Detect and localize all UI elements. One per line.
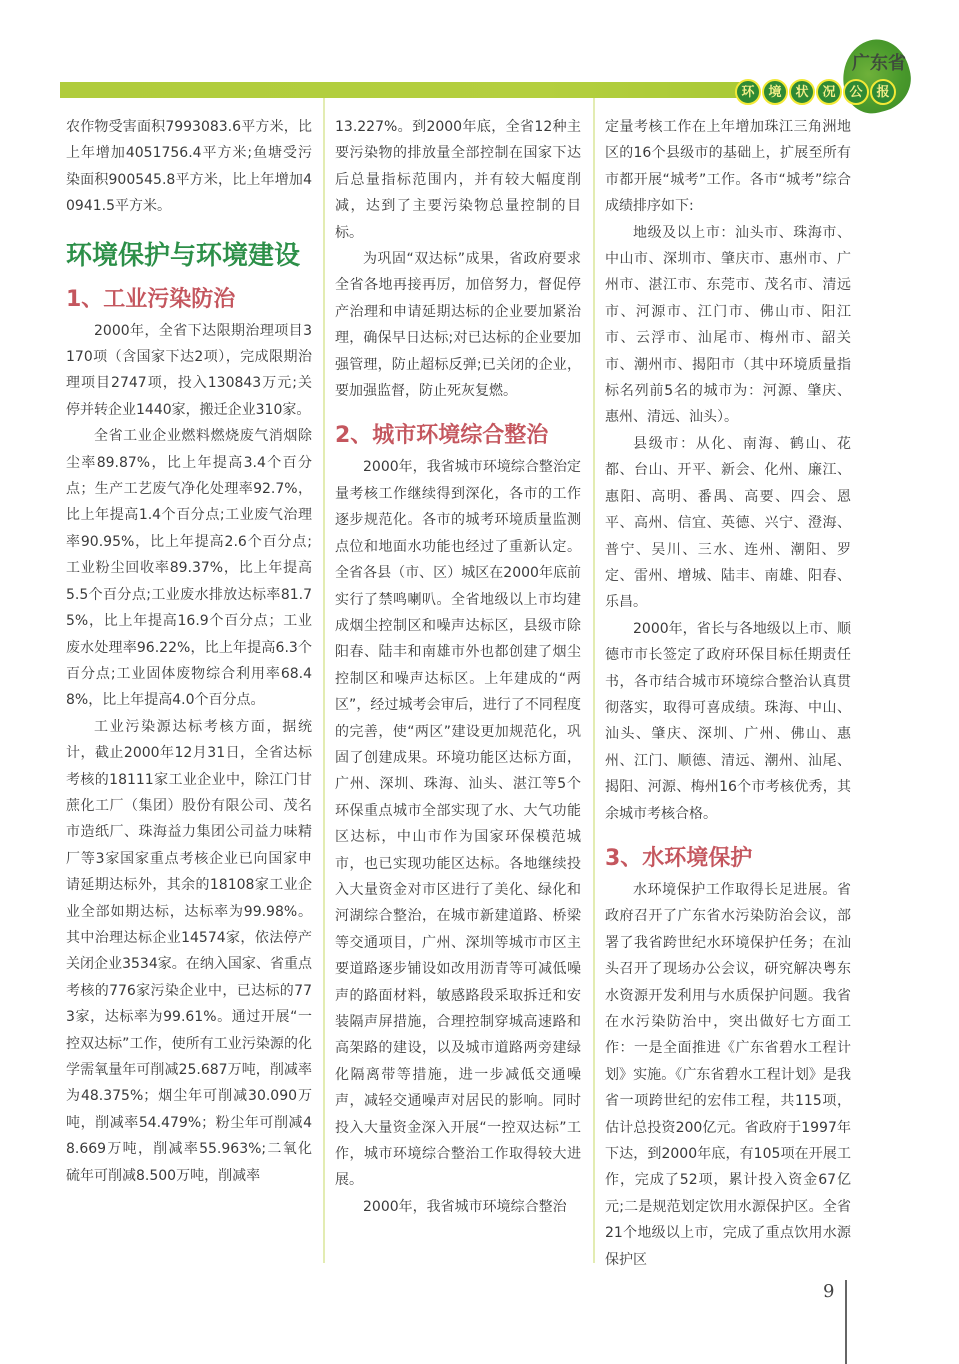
- logo-chip: 状: [789, 79, 815, 105]
- paragraph: 2000年，我省城市环境综合整治定量考核工作继续得到深化，各市的工作逐步规范化。各市的城考环境质量监测点位和地面水功能也经过了重新认定。全省各县（市、区）城区在2000年底前实行了禁鸣喇叭。全省地级以上市均建成烟尘控制区和噪声达标区，县级市除阳春、陆丰和南雄市外也都创建了烟尘控制区和噪声达标区。上年建成的“两区”，经过城考会审后，进行了不同程度的完善，使“两区”建设更加规范化，巩固了创建成果。环境功能区达标方面，广州、深圳、珠海、汕头、湛江等5个环保重点城市全部实现了水、大气功能区达标，中山市作为国家环保模范城市，也已实现功能区达标。各地继续投入大量资金对市区进行了美化、绿化和河湖综合整治，在城市新建道路、桥梁等交通项目，广州、深圳等城市市区主要道路逐步铺设如改用沥青等可减低噪声的路面材料，敏感路段采取拆迁和安装隔声屏措施，合理控制穿城高速路和高架路的建设，以及城市道路两旁建绿化隔离带等措施，进一步减低交通噪声，减轻交通噪声对居民的影响。同时投入大量资金深入开展“一控双达标”工作，城市环境综合整治工作取得较大进展。: [335, 459, 581, 1189]
- paragraph: 2000年，省长与各地级以上市、顺德市市长签定了政府环保目标任期责任书，各市结合城市环境综合整治认真贯彻落实，取得可喜成绩。珠海、中山、汕头、肇庆、深圳、广州、佛山、惠州、江门、顺德、清远、潮州、汕尾、揭阳、河源、梅州16个市考核优秀，其余城市考核合格。: [605, 620, 851, 822]
- paragraph: 2000年，我省城市环境综合整治: [363, 1198, 567, 1215]
- paragraph: 地级及以上市：汕头市、珠海市、中山市、深圳市、肇庆市、惠州市、广州市、湛江市、东莞市、茂名市、清远市、河源市、江门市、佛山市、阳江市、云浮市、汕尾市、梅州市、韶关市、潮州市、揭阳市（其中环境质量指标名列前5名的城市为：河源、肇庆、惠州、清远、汕头）。: [605, 224, 851, 426]
- section-title: 1、工业污染防治: [66, 286, 236, 312]
- text-column-1: [66, 114, 312, 1189]
- paragraph: 水环境保护工作取得长足进展。省政府召开了广东省水污染防治会议，部署了我省跨世纪水环境保护任务；在汕头召开了现场办公会议，研究解决粤东水资源开发利用与水质保护问题。我省在水污染防治中，突出做好七方面工作：一是全面推进《广东省碧水工程计划》实施。《广东省碧水工程计划》是我省一项跨世纪的宏伟工程，共115项，估计总投资200亿元。省政府于1997年下达，到2000年底，有105项在开展工作，完成了52项，累计投入资金67亿元;二是规范划定饮用水源保护区。全省21个地级以上市，完成了重点饮用水源保护区: [605, 881, 851, 1268]
- paragraph: 13.227%。到2000年底，全省12种主要污染物的排放量全部控制在国家下达后总量指标范围内，并有较大幅度削减，达到了主要污染物总量控制的目标。: [335, 119, 581, 241]
- paragraph: 县级市：从化、南海、鹤山、花都、台山、开平、新会、化州、廉江、惠阳、高明、番禺、高要、四会、恩平、高州、信宜、英德、兴宁、澄海、普宁、吴川、三水、连州、潮阳、罗定、雷州、增城、陆丰、南雄、阳春、乐昌。: [605, 435, 851, 611]
- logo-chip: 环: [735, 79, 761, 105]
- logo-chip: 境: [762, 79, 788, 105]
- paragraph: 全省工业企业燃料燃烧废气消烟除尘率89.87%，比上年提高3.4个百分点；生产工艺废气净化处理率92.7%，比上年提高1.4个百分点;工业废气治理率90.95%，比上年提高2.6个百分点;工业粉尘回收率89.37%，比上年提高5.5个百分点;工业废水排放达标率81.75%，比上年提高16.9个百分点；工业废水处理率96.22%，比上年提高6.3个百分点;工业固体废物综合利用率68.48%，比上年提高4.0个百分点。: [66, 428, 312, 709]
- leaf-icon: [834, 32, 918, 119]
- paragraph: 为巩固“双达标”成果，省政府要求全省各地再接再厉，加倍努力，督促停产治理和申请延期达标的企业要加紧治理，确保早日达标;对已达标的企业要加强管理，防止超标反弹;已关闭的企业，要加强监督，防止死灰复燃。: [335, 251, 581, 400]
- logo-title-chips: [735, 79, 896, 105]
- column-divider: [593, 98, 595, 1263]
- paragraph: 工业污染源达标考核方面，据统计，截止2000年12月31日，全省达标考核的18111家工业企业中，除江门甘蔗化工厂（集团）股份有限公司、茂名市造纸厂、珠海益力集团公司益力味精厂等3家国家重点考核企业已向国家申请延期达标外，其余的18108家工业企业全部如期达标，达标率为99.98%。其中治理达标企业14574家，依法停产关闭企业3534家。在纳入国家、省重点考核的776家污染企业中，已达标的773家，达标率为99.61%。通过开展“一控双达标”工作，使所有工业污染源的化学需氧量年可削减25.687万吨，削减率为48.375%；烟尘年可削减30.090万吨，削减率54.479%；粉尘年可削减48.669万吨，削减率55.963%;二氧化硫年可削减8.500万吨，削减率: [66, 718, 312, 1184]
- page-number-rule: [845, 1280, 847, 1364]
- text-column-3: [605, 114, 851, 1273]
- logo-chip: 况: [816, 79, 842, 105]
- column-divider: [323, 98, 325, 1263]
- logo-chip: 报: [870, 79, 896, 105]
- logo-chip: 公: [843, 79, 869, 105]
- paragraph: 定量考核工作在上年增加珠江三角洲地区的16个县级市的基础上，扩展至所有市都开展“城考”工作。各市“城考”综合成绩排序如下:: [605, 119, 851, 215]
- header-color-band: [60, 82, 750, 98]
- main-section-title: 环境保护与环境建设: [66, 240, 301, 271]
- paragraph: 农作物受害面积7993083.6平方米，比上年增加4051756.4平方米;鱼塘受污染面积900545.8平方米，比上年增加40941.5平方米。: [66, 119, 312, 215]
- paragraph: 2000年，全省下达限期治理项目3170项（含国家下达2项），完成限期治理项目2747项，投入130843万元;关停并转企业1440家，搬迁企业310家。: [66, 322, 312, 418]
- section-title: 2、城市环境综合整治: [335, 423, 549, 449]
- logo-province-text: 广东省: [852, 53, 906, 74]
- page-number: 9: [823, 1281, 835, 1302]
- section-title: 3、水环境保护: [605, 845, 753, 871]
- text-column-2: [335, 114, 581, 1220]
